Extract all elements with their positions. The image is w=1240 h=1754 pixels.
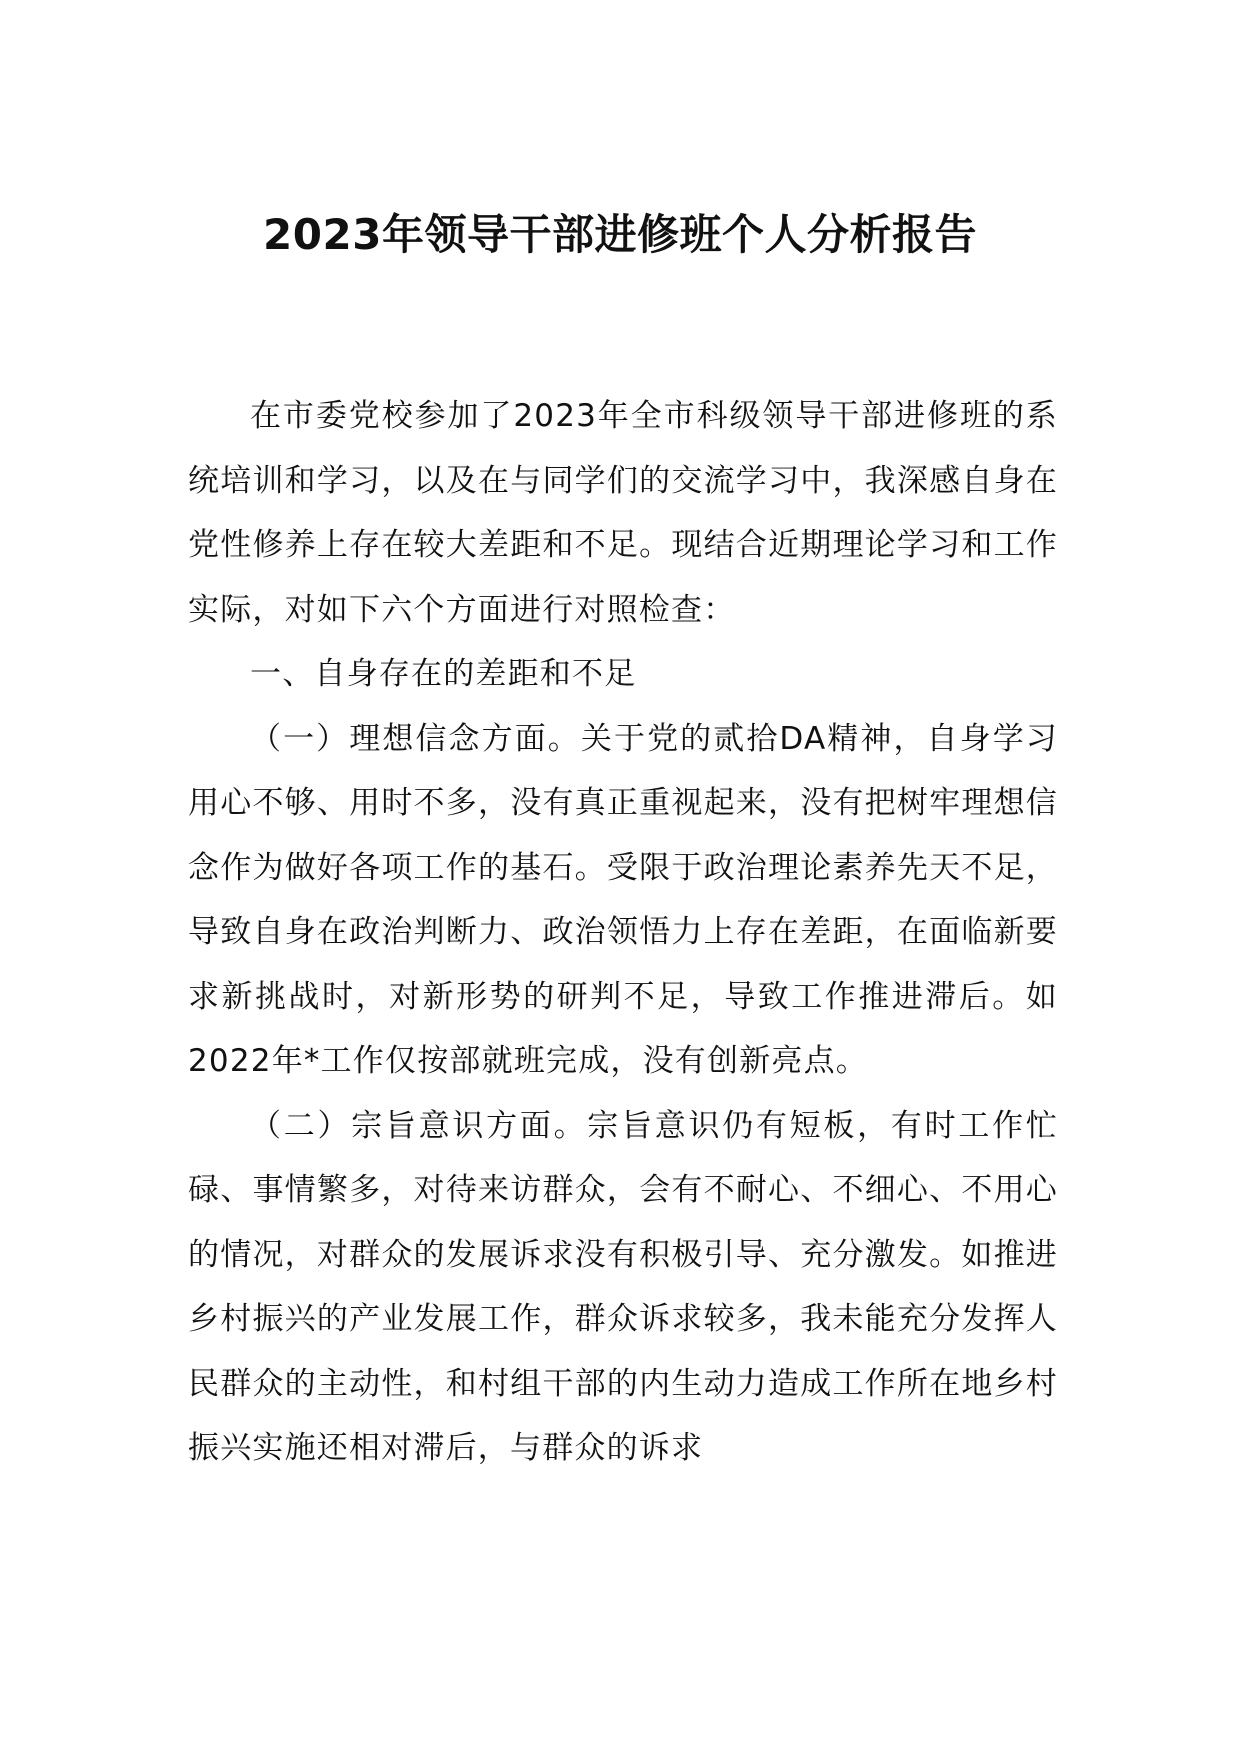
section-heading-shortcomings: 一、自身存在的差距和不足 — [250, 656, 637, 692]
paragraph-intro: 在市委党校参加了2023年全市科级领导干部进修班的系统培训和学习，以及在与同学们的交流学习中，我深感自身在党性修养上存在较大差距和不足。现结合近期理论学习和工作实际，对如下六个方面进行对照检查： — [188, 398, 1058, 628]
document-title: 2023年领导干部进修班个人分析报告 — [263, 210, 977, 259]
paragraph-ideals-beliefs: （一）理想信念方面。关于党的贰拾DA精神，自身学习用心不够、用时不多，没有真正重视起来，没有把树牢理想信念作为做好各项工作的基石。受限于政治理论素养先天不足，导致自身在政治判断力、政治领悟力上存在差距，在面临新要求新挑战时，对新形势的研判不足，导致工作推进滞后。如2022年*工作仅按部就班完成，没有创新亮点。 — [188, 720, 1058, 1079]
paragraph-purpose-awareness: （二）宗旨意识方面。宗旨意识仍有短板，有时工作忙碌、事情繁多，对待来访群众，会有不耐心、不细心、不用心的情况，对群众的发展诉求没有积极引导、充分激发。如推进乡村振兴的产业发展工作，群众诉求较多，我未能充分发挥人民群众的主动性，和村组干部的内生动力造成工作所在地乡村振兴实施还相对滞后，与群众的诉求 — [188, 1107, 1058, 1466]
document-body — [188, 384, 1058, 1481]
